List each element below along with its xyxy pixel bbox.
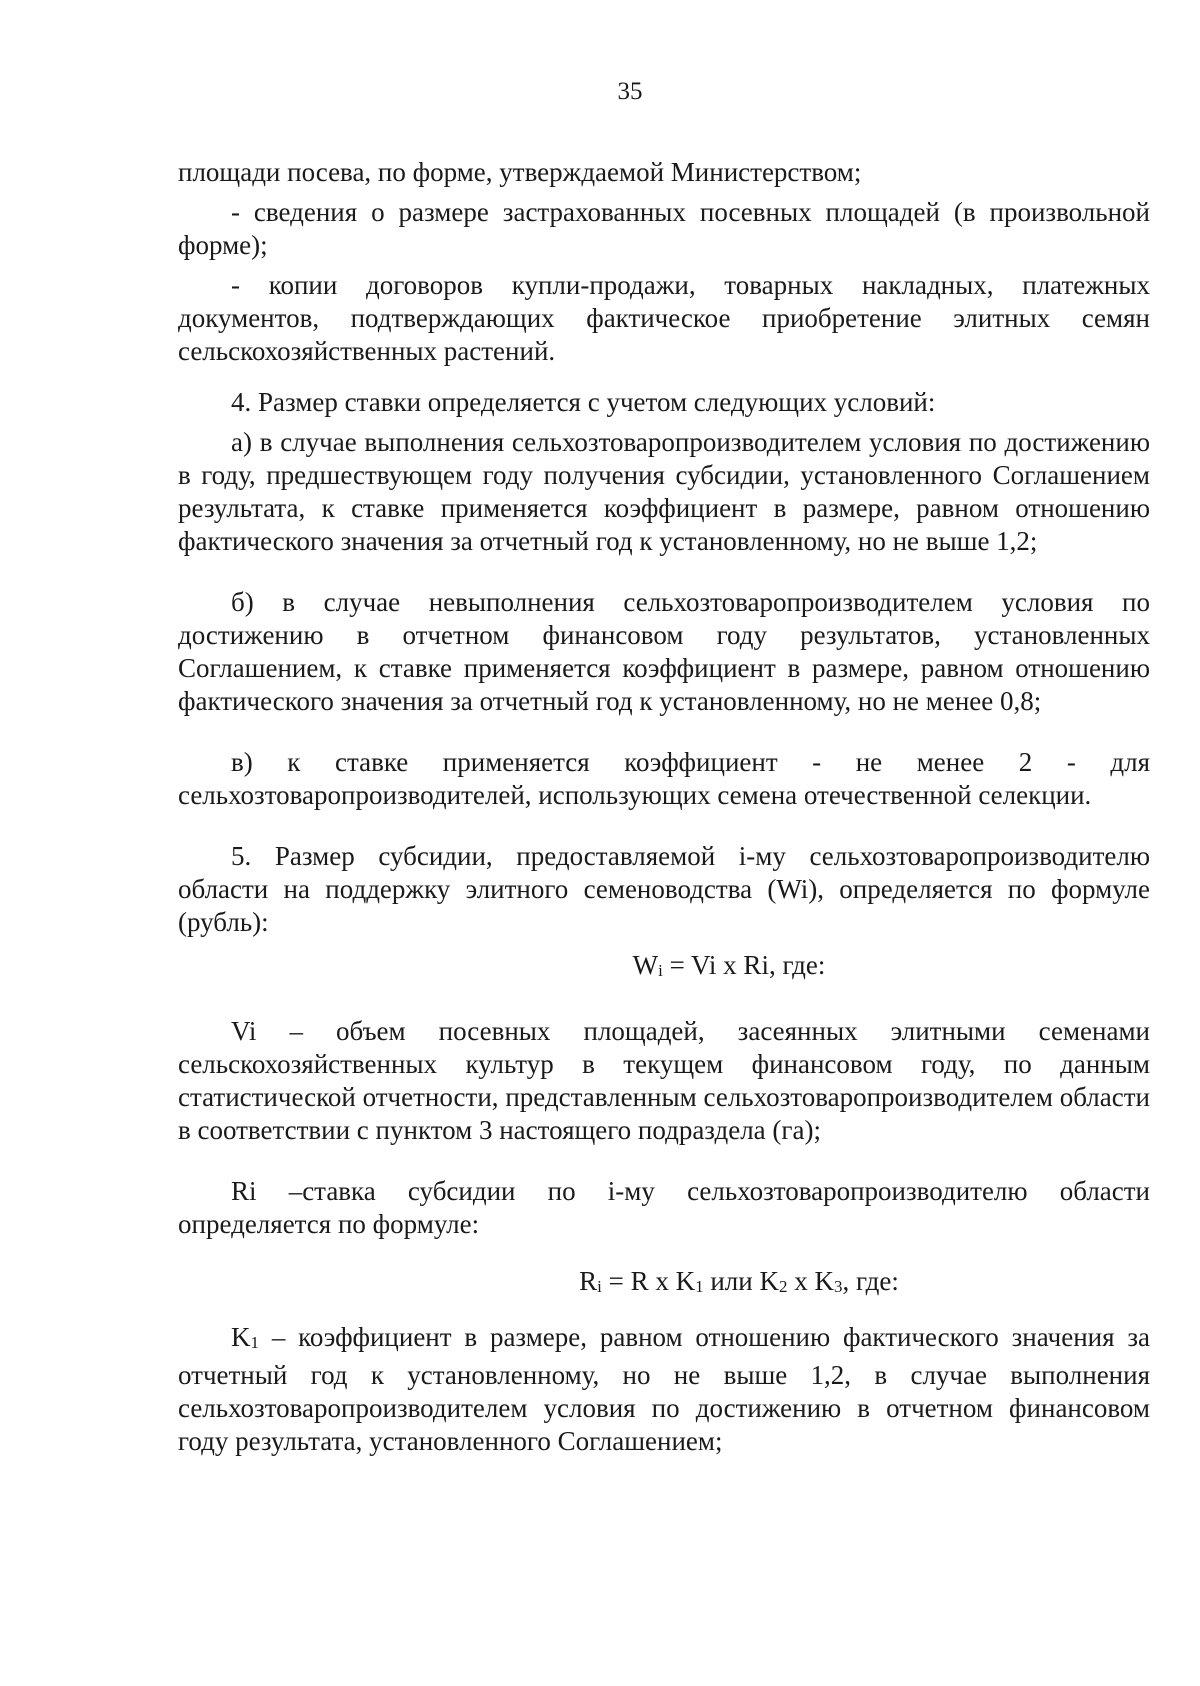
formula-eq: = R x K	[601, 1266, 696, 1296]
definition-k1	[178, 1321, 1150, 1458]
paragraph-condition-c: в) к ставке применяется коэффициент - не менее 2 - для сельхозтоваропроизводителей, использующих семена отечественной селекции.	[178, 747, 1150, 810]
paragraph-condition-a: а) в случае выполнения сельхозтоваропроизводителем условия по достижению в году, предшествующем году получения субсидии, установленного Соглашением результата, к ставке применяется коэффициент в размере, равном отношению фактического значения за отчетный год к установленному, но не выше 1,2;	[178, 427, 1150, 556]
formula-k1-sub: 1	[695, 1277, 704, 1296]
formula-wi-rest: = Vi x Ri, где:	[662, 950, 826, 980]
definition-k1-dash: –	[259, 1322, 299, 1352]
paragraph-sowing-area: площади посева, по форме, утверждаемой Министерством;	[178, 157, 862, 187]
definition-vi	[178, 1015, 1150, 1147]
document-body	[178, 156, 1150, 1458]
formula-k2-sub: 2	[778, 1277, 788, 1296]
formula-wi	[178, 949, 1150, 987]
paragraph-condition-b: б) в случае невыполнения сельхозтоваропроизводителем условия по достижению в отчетном финансовом году результатов, установленных Соглашением, к ставке применяется коэффициент в размере, равном отношению фактического значения за отчетный год к установленному, но не менее 0,8;	[178, 587, 1150, 716]
definition-ri-term: Ri	[231, 1176, 257, 1206]
formula-ri	[178, 1265, 1150, 1303]
formula-tail: , где:	[842, 1266, 899, 1296]
paragraph-contract-copies: - копии договоров купли-продажи, товарных накладных, платежных документов, подтверждающих фактическое приобретение элитных семян сельскохозяйственных растений.	[178, 270, 1150, 366]
formula-r-sub: i	[597, 1277, 602, 1296]
definition-vi-text: объем посевных площадей, засеянных элитными семенами сельскохозяйственных культур в текущем финансовом году, по данным статистической отчетности, представленным сельхозтоваропроизводителем области в соответствии с пунктом 3 настоящего подраздела (га);	[178, 1016, 1150, 1145]
definition-ri-text: ставка субсидии по i-му сельхозтоваропроизводителю области определяется по формуле:	[178, 1176, 1151, 1239]
definition-vi-dash: –	[256, 1016, 337, 1046]
formula-w-sub: i	[658, 961, 663, 980]
formula-w: W	[632, 950, 659, 980]
definition-vi-term: Vi	[231, 1016, 257, 1046]
paragraph-subsidy-size: 5. Размер субсидии, предоставляемой i-му сельхозтоваропроизводителю области на поддержку элитного семеноводства (Wi), определяется по формуле (рубль):	[178, 841, 1150, 937]
formula-r: R	[579, 1266, 598, 1296]
definition-k1-sub: 1	[250, 1333, 259, 1352]
formula-x: x K	[787, 1266, 834, 1296]
page-number: 35	[617, 78, 643, 105]
definition-k1-text: коэффициент в размере, равном отношению фактического значения за отчетный год к установленному, но не выше 1,2, в случае выполнения сельхозтоваропроизводителем условия по достижению в отчетном финансовом году результата, установленного Соглашением;	[178, 1322, 1150, 1456]
definition-k1-term: K	[231, 1322, 251, 1352]
definition-ri-dash: –	[256, 1176, 303, 1206]
formula-mid: или K	[703, 1266, 779, 1296]
paragraph-insured-areas: - сведения о размере застрахованных посевных площадей (в произвольной форме);	[178, 197, 1150, 260]
paragraph-rate-conditions: 4. Размер ставки определяется с учетом следующих условий:	[231, 387, 936, 417]
formula-k3-sub: 3	[833, 1277, 843, 1296]
definition-ri	[178, 1175, 1150, 1241]
